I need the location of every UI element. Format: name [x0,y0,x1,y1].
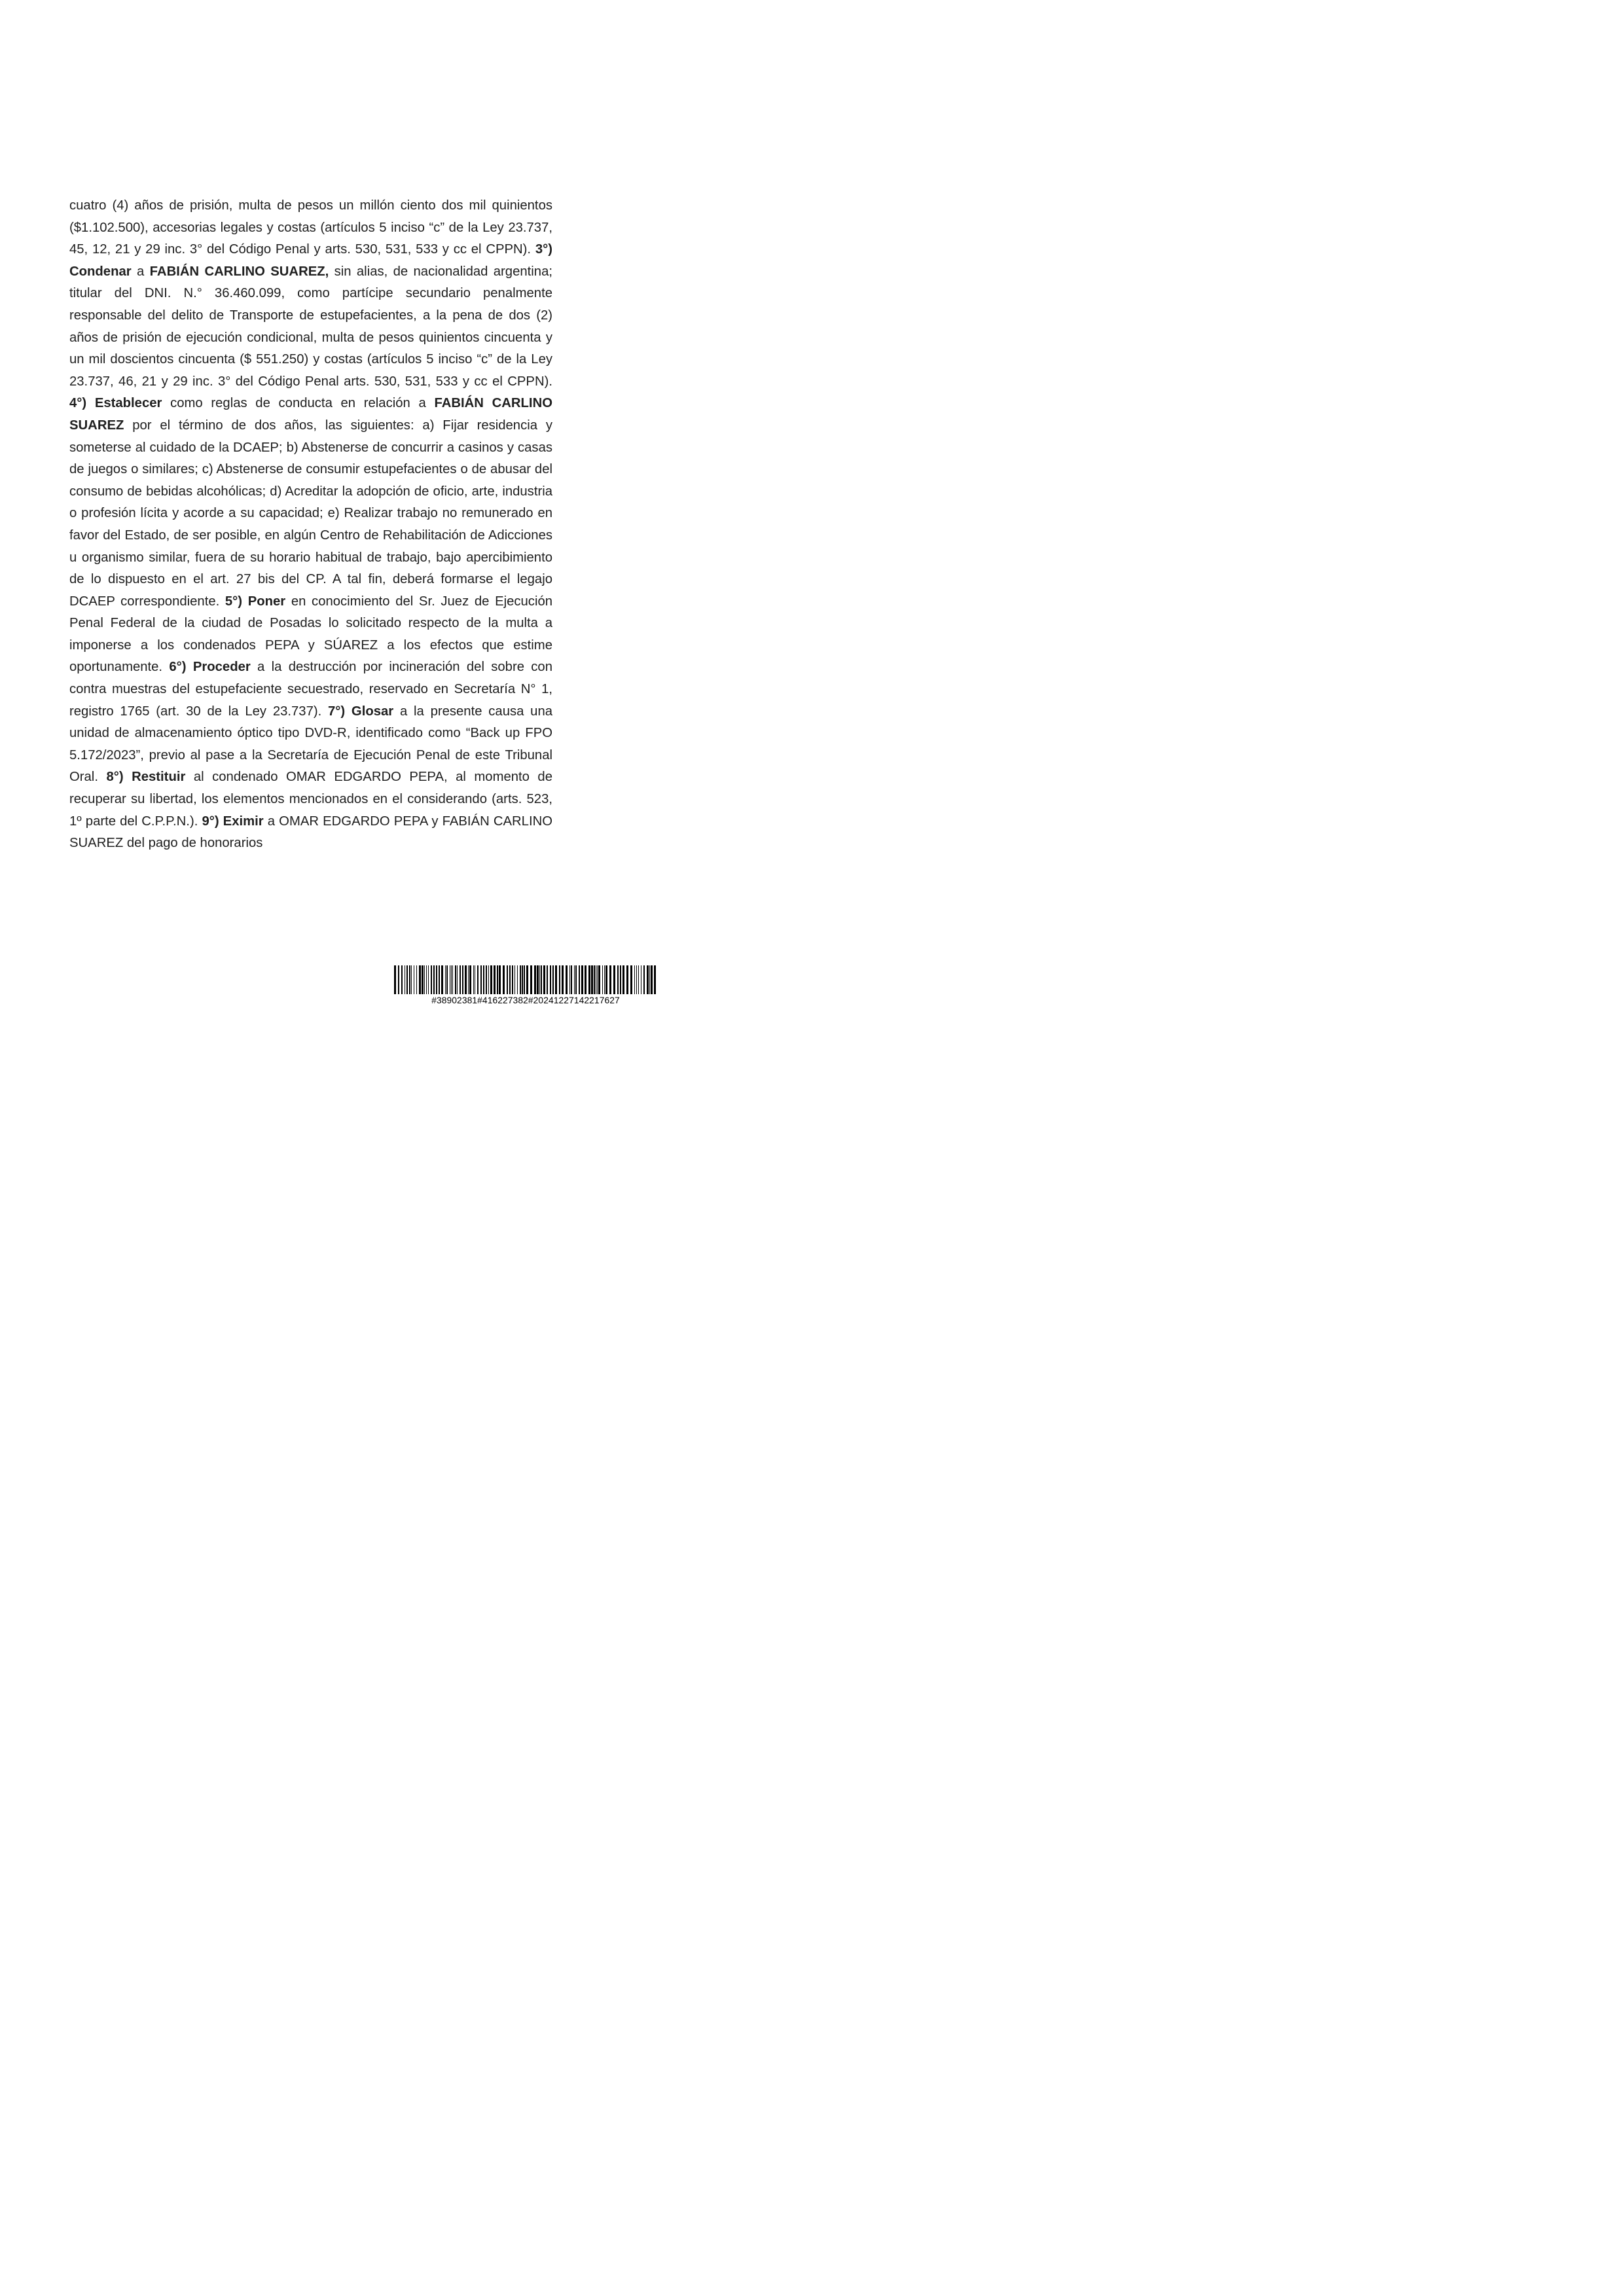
barcode-bar [602,965,603,994]
barcode-bar [569,965,570,994]
barcode-bar [555,965,557,994]
barcode-bar [514,965,515,994]
resolution-heading: 9°) Eximir [202,814,264,829]
barcode-bar [512,965,513,994]
paragraph-text: en conocimiento del Sr. Juez de Ejecución Penal Federal de la ciudad de Posadas lo solicitado respecto de la multa a imponerse a los condenados PEPA y SÚAREZ a los efectos que estime oportunamente. [69,594,553,675]
barcode-bar [649,965,650,994]
barcode-bar [416,965,417,994]
resolution-heading: 5°) Poner [225,594,286,609]
barcode-bar [585,965,586,994]
barcode-bar [651,965,653,994]
barcode-bar [530,965,532,994]
barcode-bar [620,965,621,994]
resolution-heading: FABIÁN CARLINO SUAREZ [69,396,552,433]
barcode-bar [526,965,528,994]
barcode-bar [465,965,467,994]
barcode-bar [445,965,446,994]
resolution-heading: 6°) Proceder [169,660,251,675]
barcode-bar [452,965,453,994]
barcode-bar [594,965,595,994]
barcode-bar [398,965,399,994]
barcode-bar [480,965,482,994]
barcode-bar [574,965,575,994]
resolution-heading: 3°) Condenar [69,242,552,279]
barcode-bar [638,965,639,994]
barcode-bar [503,965,505,994]
barcode-bar [543,965,545,994]
barcode-bar [411,965,412,994]
barcode-bar [499,965,501,994]
barcode-bar [424,965,425,994]
paragraph-text: a OMAR EDGARDO PEPA y FABIÁN CARLINO SUAREZ del pago de honorarios [69,814,552,851]
document-page [0,0,727,1028]
barcode-bar [617,965,619,994]
barcode-bar [524,965,525,994]
barcode-bar [409,965,410,994]
barcode-bar [406,965,408,994]
barcode-bar [477,965,478,994]
barcode-bar [457,965,458,994]
barcode-bar [439,965,440,994]
barcode-bar [468,965,469,994]
resolution-heading: 4°) Establecer [69,396,162,411]
barcode-bar [422,965,424,994]
barcode-bar [534,965,536,994]
barcode-bar [490,965,492,994]
barcode-bar [537,965,539,994]
barcode-bar [509,965,511,994]
barcode-bar [623,965,624,994]
barcode-bar [588,965,590,994]
barcode-bar [469,965,471,994]
barcode-bar [436,965,437,994]
resolution-paragraph [69,195,552,855]
barcode-bar [462,965,463,994]
barcode-bar [562,965,564,994]
barcode-bar [517,965,518,994]
barcode-bar [441,965,443,994]
paragraph-text: como reglas de conducta en relación a [162,396,435,411]
paragraph-text: sin alias, de nacionalidad argentina; titular del DNI. N.° 36.460.099, como partícipe secundario penalmente responsable del delito de Transporte de estupefacientes, a la pena de dos (2) años de prisión de ejecución condicional, multa de pesos quinientos cincuenta y un mil doscientos cincuenta ($ 551.250) y costas (artículos 5 inciso “c” de la Ley 23.737, 46, 21 y 29 inc. 3° del Código Penal arts. 530, 531, 533 y cc el CPPN). [69,264,552,389]
barcode-bar [552,965,554,994]
barcode-bar [460,965,461,994]
resolution-heading: FABIÁN CARLINO SUAREZ, [149,264,329,279]
barcode-bar [571,965,572,994]
barcode-bar [636,965,637,994]
barcode-bar [581,965,583,994]
barcode-bar [579,965,580,994]
barcode-bar [566,965,568,994]
barcode-bar [547,965,548,994]
barcode-bar [433,965,435,994]
paragraph-text: a la destrucción por incineración del sobre con contra muestras del estupefaciente secuestrado, reservado en Secretaría N° 1, registro 1765 (art. 30 de la Ley 23.737). [69,660,552,719]
barcode-bar [520,965,521,994]
barcode-bar [431,965,432,994]
barcode-bar [605,965,607,994]
barcode-bar [426,965,427,994]
barcode-bar [591,965,593,994]
barcode-bar [598,965,600,994]
barcode-bar [609,965,611,994]
barcode-bar [634,965,635,994]
paragraph-text: a [131,264,150,279]
barcode-bar [486,965,487,994]
paragraph-text: al condenado OMAR EDGARDO PEPA, al momento de recuperar su libertad, los elementos mencionados en el considerando (arts. 523, 1º parte del C.P.P.N.). [69,770,552,829]
barcode-bar [626,965,628,994]
barcode-bar [522,965,523,994]
barcode-bar [604,965,605,994]
barcode-bar [401,965,403,994]
paragraph-text: por el término de dos años, las siguientes: a) Fijar residencia y someterse al cuidado de la DCAEP; b) Abstenerse de concurrir a casinos y casas de juegos o similares; c) Abstenerse de consumir estupefacientes o de abusar del consumo de bebidas alcohólicas; d) Acreditar la adopción de oficio, arte, industria o profesión lícita y acorde a su capacidad; e) Realizar trabajo no remunerado en favor del Estado, de ser posible, en algún Centro de Rehabilitación de Adicciones u organismo similar, fuera de su horario habitual de trabajo, bajo apercibimiento de lo dispuesto en el art. 27 bis del CP. A tal fin, deberá formarse el legajo DCAEP correspondiente. [69,418,552,609]
barcode-number: #38902381#416227382#20241227142217627 [431,996,620,1005]
barcode-icon [394,965,657,994]
barcode-bar [559,965,560,994]
barcode-bar [446,965,448,994]
barcode-bar [394,965,396,994]
barcode-bar [419,965,421,994]
barcode-bar [647,965,649,994]
barcode-bar [613,965,615,994]
barcode-bar [451,965,452,994]
barcode-bar [597,965,598,994]
barcode-bar [455,965,456,994]
barcode-bar [539,965,540,994]
barcode-bar [483,965,484,994]
resolution-heading: 7°) Glosar [328,704,394,719]
barcode-bar [488,965,489,994]
barcode-bar [643,965,645,994]
barcode-bar [541,965,542,994]
barcode-bar [497,965,498,994]
barcode-bar [494,965,496,994]
paragraph-text: cuatro (4) años de prisión, multa de pesos un millón ciento dos mil quinientos ($1.102.500), accesorias legales y costas (artículos 5 inciso “c” de la Ley 23.737, 45, 12, 21 y 29 inc. 3° del Código Penal y arts. 530, 531, 533 y cc el CPPN). [69,198,552,257]
barcode-bar [428,965,429,994]
resolution-heading: 8°) Restituir [106,770,186,785]
barcode-bar [575,965,577,994]
barcode-bar [473,965,474,994]
barcode-bar [507,965,508,994]
barcode-bar [550,965,551,994]
barcode-bar [630,965,632,994]
paragraph-text: a la presente causa una unidad de almacenamiento óptico tipo DVD-R, identificado como “Back up FPO 5.172/2023”, previo al pase a la Secretaría de Ejecución Penal de este Tribunal Oral. [69,704,553,785]
barcode-bar [654,965,656,994]
